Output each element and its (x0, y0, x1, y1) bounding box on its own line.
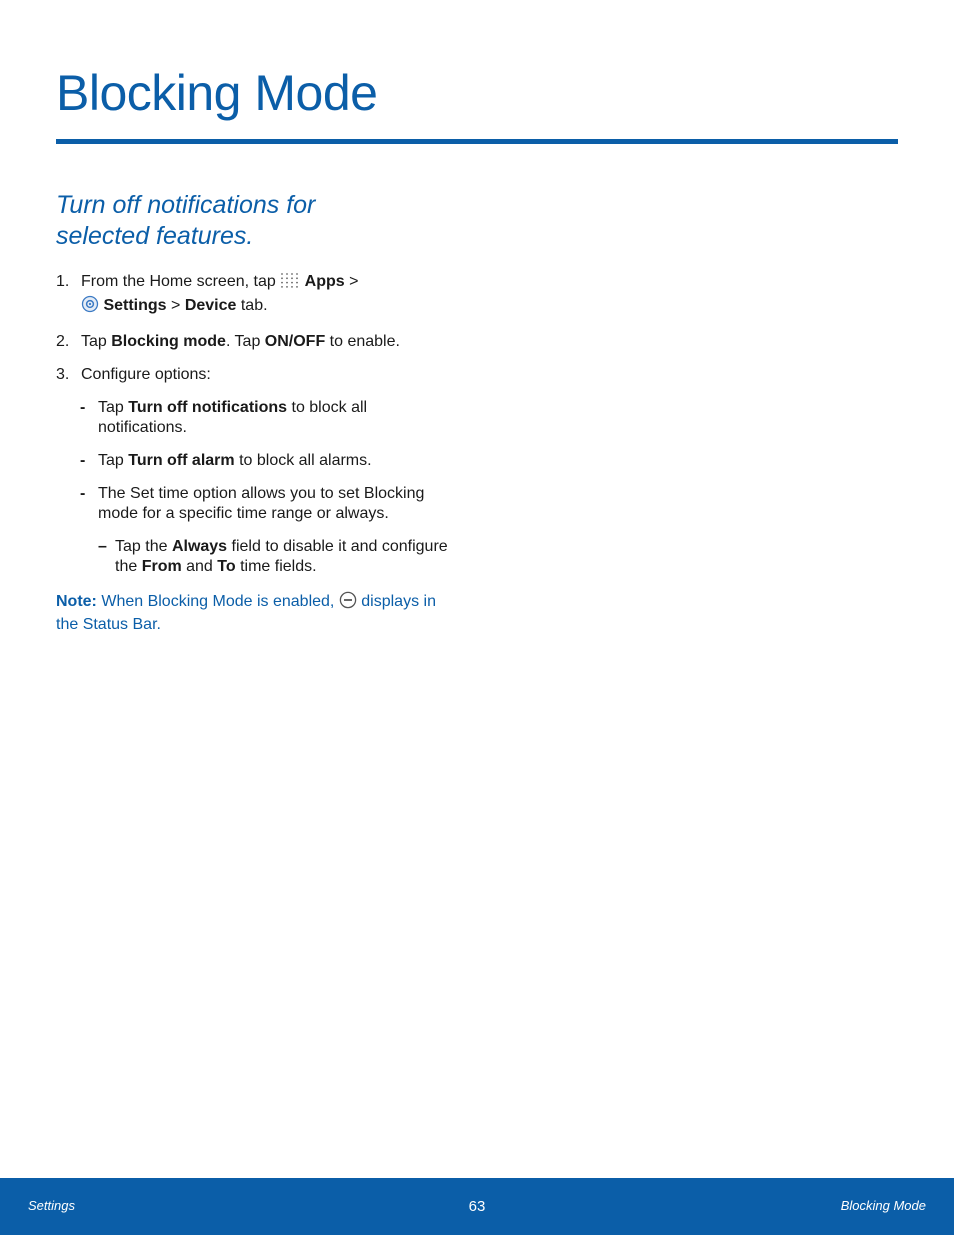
apps-grid-icon (280, 272, 300, 295)
bullet-dash: - (80, 452, 86, 469)
title-divider (56, 139, 898, 144)
note-label: Note: (56, 593, 97, 610)
step-1: 1. From the Home screen, tap Apps > Settings > Device tab. (56, 272, 451, 319)
blocking-mode-label: Blocking mode (111, 333, 226, 350)
page-title: Blocking Mode (56, 65, 378, 121)
page-number: 63 (468, 1198, 486, 1215)
instructions (56, 272, 451, 635)
note: Note: When Blocking Mode is enabled, displays in the Status Bar. (56, 593, 436, 633)
settings-label: Settings (103, 297, 167, 314)
step-number: 2. (56, 333, 70, 350)
page-footer (0, 1178, 954, 1235)
bullet-dash: - (80, 485, 86, 502)
settings-gear-icon (81, 295, 99, 319)
option-turn-off-notifications: - Tap Turn off notifications to block all notifications. (80, 399, 368, 436)
step-2: 2. Tap Blocking mode. Tap ON/OFF to enable. (56, 333, 400, 350)
suboption-always-field: – Tap the Always field to disable it and configure the From and To time fields. (98, 538, 448, 575)
bullet-en-dash: – (98, 538, 107, 555)
option-turn-off-alarm: - Tap Turn off alarm to block all alarms. (80, 452, 372, 469)
footer-section-name: Settings (28, 1198, 75, 1213)
device-label: Device (184, 297, 237, 314)
apps-label: Apps (304, 273, 345, 290)
on-off-label: ON/OFF (264, 333, 326, 350)
step-3: 3. Configure options: (56, 366, 211, 383)
option-set-time: - The Set time option allows you to set Blocking mode for a specific time range or always. (80, 485, 425, 522)
section-subtitle: Turn off notifications for selected features. (56, 191, 316, 250)
step-number: 3. (56, 366, 70, 383)
blocking-mode-icon (339, 591, 357, 615)
bullet-dash: - (80, 399, 86, 416)
footer-chapter-name: Blocking Mode (840, 1198, 926, 1213)
step-number: 1. (56, 273, 70, 290)
